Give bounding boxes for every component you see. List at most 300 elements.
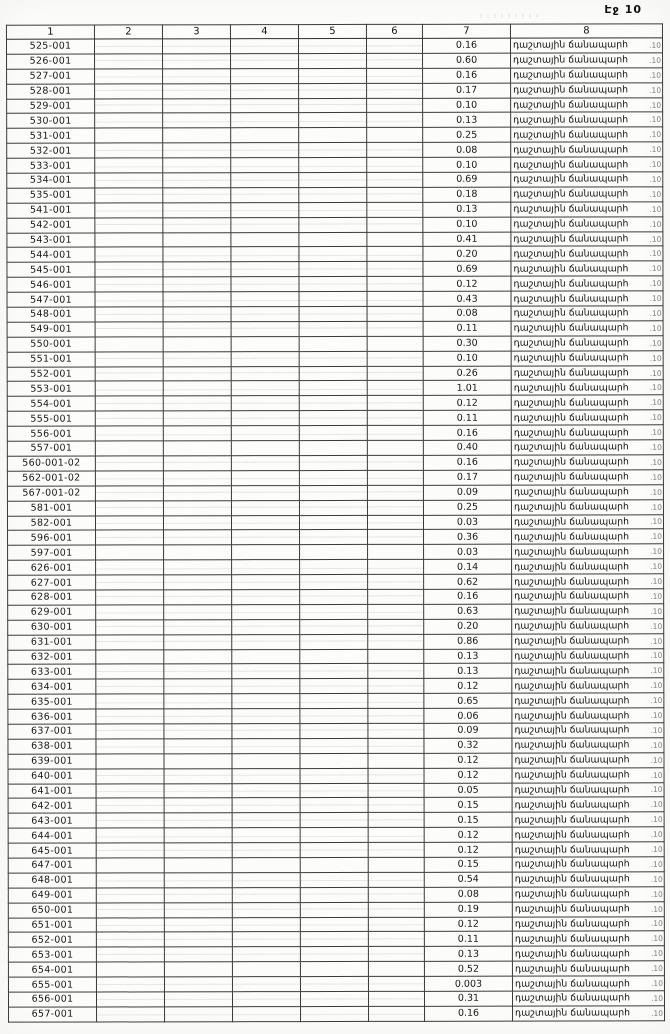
table-row [8,872,664,888]
table-row [7,231,663,247]
scan-noise-artifact [480,14,540,18]
table-row [7,217,663,233]
parcel-code-cell: 641-001 [8,784,96,799]
empty-cell [95,366,163,381]
table-row [7,365,663,381]
empty-cell [96,694,164,709]
area-value-cell: 0.12 [424,827,512,842]
edge-mark: .10 [649,472,662,482]
edge-mark: .10 [649,85,662,95]
empty-cell [368,813,424,828]
empty-cell [231,396,299,411]
parcel-code-cell: 626-001 [8,560,96,575]
empty-cell [232,992,300,1007]
empty-cell [299,187,367,202]
empty-cell [367,351,423,366]
table-row [8,589,664,605]
empty-cell [230,39,298,54]
empty-cell [300,709,368,724]
edge-mark: .10 [650,636,663,646]
parcel-code-cell: 532-001 [7,143,95,158]
empty-cell [95,456,163,471]
empty-cell [231,187,299,202]
empty-cell [95,515,163,530]
empty-cell [163,262,231,277]
edge-mark: .10 [650,725,663,735]
land-use-label: դաշտային ճանապարհ [513,54,629,66]
empty-cell [96,709,164,724]
empty-cell [163,277,231,292]
empty-cell [163,500,231,515]
empty-cell [368,991,424,1006]
empty-cell [232,738,300,753]
table-row [8,797,664,813]
empty-cell [96,798,164,813]
edge-mark: .10 [651,993,664,1003]
land-use-cell [511,306,663,321]
parcel-code-cell: 647-001 [8,858,96,873]
edge-mark: .10 [649,279,662,289]
edge-mark: .10 [649,383,662,393]
table-row [8,723,664,739]
empty-cell [367,157,423,172]
parcel-code-cell: 552-001 [7,367,95,382]
table-row [7,246,663,262]
empty-cell [367,232,423,247]
empty-cell [164,828,232,843]
table-row [7,97,663,113]
table-row [7,306,663,322]
area-value-cell: 0.20 [424,619,512,634]
table-row [7,276,663,292]
land-use-cell [511,425,663,440]
empty-cell [368,932,424,947]
area-value-cell: 0.13 [424,649,512,664]
land-use-label: դաշտային ճանապարհ [513,129,629,141]
empty-cell [95,307,163,322]
edge-mark: .10 [649,204,662,214]
table-row [7,202,663,218]
empty-cell [300,902,368,917]
land-use-label: դաշտային ճանապարհ [513,144,629,156]
area-value-cell: 0.26 [423,366,511,381]
empty-cell [95,411,163,426]
land-use-cell [512,663,664,678]
land-use-cell [512,872,664,887]
empty-cell [299,68,367,83]
edge-mark: .10 [649,189,662,199]
area-value-cell: 0.25 [423,500,511,515]
empty-cell [299,143,367,158]
edge-mark: .10 [650,666,663,676]
empty-cell [95,292,163,307]
land-use-label: դաշտային ճանապարհ [514,560,630,573]
parcel-code-cell: 596-001 [8,530,96,545]
empty-cell [96,754,164,769]
empty-cell [299,306,367,321]
empty-cell [231,366,299,381]
empty-cell [232,813,300,828]
edge-mark: .10 [650,829,663,839]
area-value-cell: 0.003 [424,976,512,991]
empty-cell [96,843,164,858]
land-use-label: դաշտային ճանապարհ [514,665,630,677]
empty-cell [300,545,368,560]
edge-mark: .10 [650,517,663,527]
empty-cell [163,247,231,262]
edge-mark: .10 [650,859,663,869]
land-use-cell [511,336,663,351]
empty-cell [96,917,164,932]
edge-mark: .10 [650,889,663,899]
empty-cell [300,768,368,783]
empty-cell [95,262,163,277]
table-row [7,291,663,307]
empty-cell [96,962,164,977]
land-use-label: դաշտային ճանապարհ [514,948,630,960]
land-use-label: դաշտային ճանապարհ [514,977,630,990]
land-use-label: դաշտային ճանապարհ [514,814,630,826]
empty-cell [163,292,231,307]
empty-cell [299,440,367,455]
empty-cell [95,218,163,233]
empty-cell [368,649,424,664]
empty-cell [367,53,423,68]
land-use-cell [512,946,664,961]
empty-cell [231,456,299,471]
land-use-label: դաշտային ճանապարհ [513,322,629,334]
parcel-code-cell: 656-001 [8,992,96,1007]
land-use-cell [511,276,663,291]
empty-cell [231,158,299,173]
land-use-cell [511,157,663,172]
parcel-code-cell: 634-001 [8,679,96,694]
area-value-cell: 0.60 [423,53,511,68]
area-value-cell: 0.13 [423,202,511,217]
column-header-2: 2 [94,25,162,39]
area-value-cell: 0.11 [423,321,511,336]
table-row [8,663,664,679]
edge-mark: .10 [650,576,663,586]
area-value-cell: 0.16 [422,38,510,53]
table-row [8,604,664,620]
area-value-cell: 0.15 [424,857,512,872]
land-use-label: դաշտային ճանապարհ [513,441,629,454]
land-use-cell [512,723,664,738]
empty-cell [96,575,164,590]
edge-mark: .10 [650,949,663,959]
area-value-cell: 0.65 [424,693,512,708]
empty-cell [367,396,423,411]
edge-mark: .10 [649,174,662,184]
empty-cell [96,590,164,605]
empty-cell [300,589,368,604]
land-use-cell [511,217,663,232]
land-use-label: դաշտային ճանապարհ [514,695,630,707]
empty-cell [300,991,368,1006]
empty-cell [232,872,300,887]
empty-cell [164,694,232,709]
edge-mark: .10 [649,487,662,497]
parcel-code-cell: 582-001 [7,516,95,531]
empty-cell [95,173,163,188]
empty-cell [299,411,367,426]
land-use-label: դաշտային ճանապարհ [514,933,630,945]
table-row [8,529,664,545]
empty-cell [164,634,232,649]
empty-cell [367,515,423,530]
land-use-label: դաշտային ճանապարհ [513,426,629,439]
land-use-cell [511,440,663,455]
empty-cell [95,352,163,367]
empty-cell [163,515,231,530]
area-value-cell: 0.16 [424,589,512,604]
empty-cell [367,68,423,83]
empty-cell [163,366,231,381]
empty-cell [367,425,423,440]
area-value-cell: 0.43 [423,291,511,306]
land-use-label: դաշտային ճանապարհ [513,188,629,200]
table-row [8,782,664,798]
empty-cell [231,307,299,322]
empty-cell [368,589,424,604]
empty-cell [163,426,231,441]
area-value-cell: 0.15 [424,812,512,827]
land-use-cell [512,767,664,782]
parcel-code-cell: 530-001 [7,113,95,128]
empty-cell [163,456,231,471]
table-row [8,991,664,1007]
empty-cell [368,708,424,723]
table-row [8,946,664,962]
parcel-code-cell: 554-001 [7,396,95,411]
area-value-cell: 0.69 [423,172,511,187]
empty-cell [367,470,423,485]
empty-cell [232,560,300,575]
empty-cell [368,768,424,783]
empty-cell [96,947,164,962]
land-use-cell [511,142,663,157]
empty-cell [95,471,163,486]
empty-cell [95,232,163,247]
land-use-label: դաշտային ճանապարհ [514,769,630,781]
empty-cell [300,798,368,813]
empty-cell [300,649,368,664]
land-use-cell [511,68,663,83]
empty-cell [368,664,424,679]
empty-cell [163,54,231,69]
table-row [7,395,663,411]
land-use-cell [511,127,663,142]
land-use-cell [512,857,664,872]
empty-cell [299,277,367,292]
parcel-code-cell: 655-001 [8,977,96,992]
parcel-code-cell: 645-001 [8,843,96,858]
empty-cell [164,917,232,932]
area-value-cell: 0.15 [424,798,512,813]
land-use-cell [511,380,663,395]
empty-cell [367,262,423,277]
empty-cell [95,277,163,292]
parcel-code-cell: 525-001 [6,39,94,54]
empty-cell [299,336,367,351]
column-header-6: 6 [366,24,422,38]
land-use-label: դաշտային ճանապարհ [513,99,629,111]
area-value-cell: 0.10 [423,351,511,366]
land-use-cell [512,559,664,574]
land-use-label: դաշտային ճանապարհ [514,918,630,930]
table-row [7,455,663,471]
area-value-cell: 0.17 [423,83,511,98]
land-use-label: դաշտային ճանապարհ [513,233,629,245]
land-use-cell [512,648,664,663]
empty-cell [163,411,231,426]
empty-cell [165,1007,233,1022]
empty-cell [299,113,367,128]
land-use-label: դաշտային ճանապարհ [513,412,629,424]
land-use-cell [511,395,663,410]
empty-cell [96,992,164,1007]
empty-cell [299,292,367,307]
land-use-cell [511,53,663,68]
edge-mark: .10 [650,532,663,542]
empty-cell [299,470,367,485]
land-use-label: դաշտային ճանապարհ [513,397,629,409]
table-row [7,380,663,396]
empty-cell [96,932,164,947]
empty-cell [232,679,300,694]
empty-cell [163,98,231,113]
parcel-code-cell: 541-001 [7,203,95,218]
empty-cell [95,84,163,99]
empty-cell [368,872,424,887]
edge-mark: .10 [651,1008,664,1018]
empty-cell [95,203,163,218]
table-row [8,857,664,873]
empty-cell [232,604,300,619]
area-value-cell: 0.12 [424,678,512,693]
empty-cell [232,783,300,798]
empty-cell [96,873,164,888]
edge-mark: .10 [649,338,662,348]
area-value-cell: 0.16 [425,1006,513,1021]
empty-cell [95,381,163,396]
table-row [8,931,664,947]
area-value-cell: 0.54 [424,872,512,887]
land-use-cell [511,351,663,366]
parcel-code-cell: 535-001 [7,188,95,203]
area-value-cell: 0.36 [424,530,512,545]
parcel-code-cell: 648-001 [8,873,96,888]
empty-cell [232,917,300,932]
table-row [8,976,664,992]
land-use-label: դաշտային ճանապարհ [513,263,629,275]
land-use-label: դաշտային ճանապարհ [514,858,630,871]
empty-cell [164,873,232,888]
empty-cell [95,188,163,203]
land-use-label: դաշտային ճանապարհ [513,292,629,305]
edge-mark: .10 [649,293,662,303]
empty-cell [95,69,163,84]
empty-cell [164,664,232,679]
land-use-cell [512,812,664,827]
edge-mark: .10 [649,219,662,229]
area-value-cell: 0.16 [423,455,511,470]
table-row [8,619,664,635]
land-use-cell [512,887,664,902]
empty-cell [300,917,368,932]
land-use-cell [511,97,663,112]
empty-cell [368,783,424,798]
edge-mark: .10 [649,144,662,155]
land-use-label: դաշտային ճանապարհ [513,84,629,96]
empty-cell [231,336,299,351]
land-use-label: դաշտային ճանապարհ [514,888,630,900]
table-body [6,38,664,1022]
empty-cell [300,872,368,887]
empty-cell [164,962,232,977]
table-row [8,812,664,828]
table-row [7,514,663,530]
table-row [7,127,663,143]
empty-cell [368,530,424,545]
empty-cell [163,471,231,486]
empty-cell [299,396,367,411]
empty-cell [96,679,164,694]
area-value-cell: 0.10 [423,217,511,232]
edge-mark: .10 [650,815,663,825]
empty-cell [95,143,163,158]
edge-mark: .10 [650,904,663,914]
empty-cell [232,798,300,813]
empty-cell [231,381,299,396]
parcel-code-cell: 545-001 [7,262,95,277]
empty-cell [367,277,423,292]
land-use-cell [511,187,663,202]
empty-cell [368,634,424,649]
empty-cell [232,753,300,768]
empty-cell [163,441,231,456]
empty-cell [231,515,299,530]
parcel-code-cell: 597-001 [8,545,96,560]
empty-cell [368,679,424,694]
land-use-label: դաշտային ճանապարհ [512,39,628,52]
empty-cell [164,545,232,560]
land-use-cell [511,485,663,500]
empty-cell [164,590,232,605]
empty-cell [367,202,423,217]
empty-cell [231,143,299,158]
empty-cell [300,574,368,589]
empty-cell [231,173,299,188]
empty-cell [231,128,299,143]
table-row [8,633,664,649]
empty-cell [232,649,300,664]
empty-cell [96,858,164,873]
land-use-cell [511,231,663,246]
empty-cell [95,396,163,411]
empty-cell [164,619,232,634]
empty-cell [163,83,231,98]
area-value-cell: 0.16 [423,68,511,83]
land-use-cell [512,529,664,544]
edge-mark: .10 [649,115,662,125]
empty-cell [299,515,367,530]
empty-cell [231,470,299,485]
land-use-label: դաշտային ճանապարհ [514,605,630,617]
land-use-label: դաշտային ճանապարհ [513,501,629,513]
parcel-code-cell: 637-001 [8,724,96,739]
